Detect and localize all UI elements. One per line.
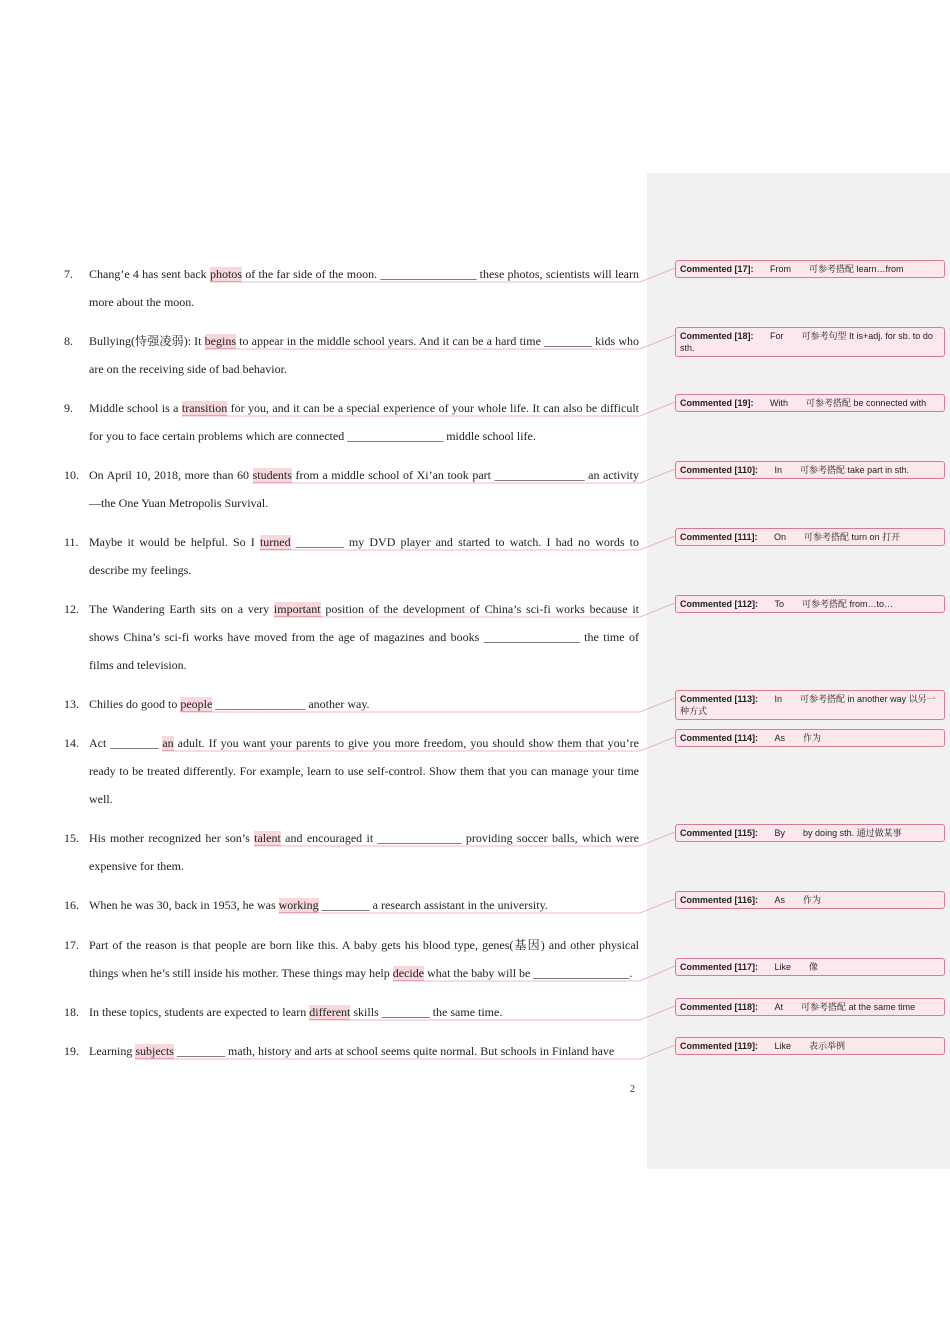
comment-balloon[interactable]: [675, 528, 945, 546]
item-text: [89, 729, 639, 813]
item-text: [89, 528, 639, 584]
highlighted-word[interactable]: an: [162, 736, 174, 750]
highlighted-word[interactable]: subjects: [135, 1044, 174, 1058]
exercise-item: [64, 690, 639, 718]
item-number: 11.: [64, 535, 79, 549]
comment-balloon[interactable]: [675, 958, 945, 976]
item-number: 18.: [64, 1005, 79, 1019]
highlighted-word[interactable]: different: [309, 1005, 351, 1019]
item-text-after: position of the development of China’s sci-fi works because it shows China’s sci-fi works have moved from the age of magazines and books ________________ the time of films and television.: [89, 602, 639, 672]
exercise-item: [64, 260, 639, 316]
item-text-after: adult. If you want your parents to give you more freedom, you should show them that you’re ready to be treated differently. For example, learn to use self-control. Show them that you can manage your time well.: [89, 736, 639, 806]
item-text-after: skills ________ the same time.: [350, 1005, 503, 1019]
item-text-before: On April 10, 2018, more than 60: [89, 468, 253, 482]
item-text-before: In these topics, students are expected to learn: [89, 1005, 310, 1019]
item-number: 9.: [64, 401, 73, 415]
item-text: [89, 595, 639, 679]
comment-text: From 可参考搭配 learn…from: [770, 264, 904, 274]
highlighted-word[interactable]: begins: [204, 334, 236, 348]
highlighted-word[interactable]: turned: [259, 535, 291, 549]
item-text-after: ________ my DVD player and started to watch. I had no words to describe my feelings.: [89, 535, 639, 577]
comment-label: Commented [117]:: [680, 962, 759, 972]
item-text-after: _______________ another way.: [212, 697, 370, 711]
item-text-after: for you, and it can be a special experience of your whole life. It can also be difficult for you to face certain problems which are connected ________________ middle school life.: [89, 401, 640, 443]
item-number: 10.: [64, 468, 79, 482]
highlighted-word[interactable]: transition: [181, 401, 228, 415]
item-text-before: Part of the reason is that people are born like this. A baby gets his blood type, genes(基因) and other physical things when he’s still inside his mother. These things may help: [89, 938, 639, 980]
item-number: 13.: [64, 697, 79, 711]
item-text-before: When he was 30, back in 1953, he was: [89, 898, 279, 912]
exercise-item: [64, 461, 639, 517]
comment-text: To 可参考搭配 from…to…: [774, 599, 894, 609]
comment-text: Like 像: [774, 962, 819, 972]
item-text: [89, 998, 639, 1026]
exercise-item: [64, 824, 639, 880]
comment-text: Like 表示举例: [774, 1041, 846, 1051]
comment-label: Commented [118]:: [680, 1002, 759, 1012]
item-text: [89, 461, 639, 517]
item-text: [89, 327, 639, 383]
comment-label: Commented [112]:: [680, 599, 759, 609]
highlighted-word[interactable]: decide: [392, 966, 425, 980]
item-text-after: ________ a research assistant in the university.: [318, 898, 548, 912]
exercise-item: [64, 931, 639, 987]
page-number: 2: [630, 1084, 635, 1095]
comment-label: Commented [111]:: [680, 532, 758, 542]
highlighted-word[interactable]: photos: [209, 267, 242, 281]
item-text-before: Learning: [89, 1044, 136, 1058]
comment-label: Commented [114]:: [680, 733, 759, 743]
item-number: 12.: [64, 602, 79, 616]
comment-label: Commented [119]:: [680, 1041, 759, 1051]
exercise-item: [64, 891, 639, 919]
item-text-before: Act ________: [89, 736, 163, 750]
comment-text: In 可参考搭配 in another way 以另一种方式: [680, 694, 936, 716]
exercise-item: [64, 998, 639, 1026]
comment-balloon[interactable]: [675, 729, 945, 747]
exercise-item: [64, 729, 639, 813]
highlighted-word[interactable]: important: [273, 602, 321, 616]
comment-label: Commented [116]:: [680, 895, 759, 905]
comment-text: By by doing sth. 通过做某事: [774, 828, 902, 838]
exercise-item: [64, 1037, 639, 1065]
exercise-item: [64, 327, 639, 383]
item-text: [89, 1037, 639, 1065]
item-text-after: what the baby will be ________________.: [424, 966, 633, 980]
item-text: [89, 690, 639, 718]
exercise-item: [64, 394, 639, 450]
item-text-after: and encouraged it ______________ providing soccer balls, which were expensive for them.: [89, 831, 639, 873]
comment-label: Commented [115]:: [680, 828, 759, 838]
comment-text: For 可参考句型 It is+adj. for sb. to do sth.: [680, 331, 933, 353]
item-text-after: to appear in the middle school years. And it can be a hard time ________ kids who are on the receiving side of bad behavior.: [89, 334, 639, 376]
comment-text: With 可参考搭配 be connected with: [770, 398, 927, 408]
comment-balloon[interactable]: [675, 1037, 945, 1055]
comment-balloon[interactable]: [675, 690, 945, 720]
item-text-before: Maybe it would be helpful. So I: [89, 535, 260, 549]
item-text-after: from a middle school of Xi’an took part _______________ an activity—the One Yuan Metropolis Survival.: [89, 468, 640, 510]
item-text-before: His mother recognized her son’s: [89, 831, 255, 845]
exercise-item: [64, 528, 639, 584]
item-text: [89, 394, 639, 450]
item-number: 15.: [64, 831, 79, 845]
comment-balloon[interactable]: [675, 461, 945, 479]
item-number: 16.: [64, 898, 79, 912]
highlighted-word[interactable]: people: [180, 697, 213, 711]
comment-balloon[interactable]: [675, 595, 945, 613]
item-text: [89, 824, 639, 880]
item-number: 19.: [64, 1044, 79, 1058]
comment-pane: [647, 173, 950, 1169]
comment-balloon[interactable]: [675, 891, 945, 909]
item-text-after: of the far side of the moon. ________________ these photos, scientists will learn more about the moon.: [89, 267, 639, 309]
item-number: 17.: [64, 938, 79, 952]
comment-balloon[interactable]: [675, 394, 945, 412]
item-text-after: ________ math, history and arts at school seems quite normal. But schools in Finland have: [173, 1044, 615, 1058]
item-text-before: The Wandering Earth sits on a very: [89, 602, 274, 616]
comment-text: At 可参考搭配 at the same time: [774, 1002, 916, 1012]
item-text: [89, 891, 639, 919]
item-text-before: Middle school is a: [89, 401, 182, 415]
highlighted-word[interactable]: students: [252, 468, 292, 482]
highlighted-word[interactable]: talent: [254, 831, 281, 845]
item-text: [89, 260, 639, 316]
item-number: 8.: [64, 334, 73, 348]
comment-label: Commented [113]:: [680, 694, 759, 704]
exercise-item: [64, 595, 639, 679]
comment-balloon[interactable]: [675, 260, 945, 278]
item-text-before: Chang’e 4 has sent back: [89, 267, 210, 281]
highlighted-word[interactable]: working: [278, 898, 319, 912]
comment-text: As 作为: [774, 895, 822, 905]
item-text-before: Bullying(恃强凌弱): It: [89, 334, 205, 348]
comment-label: Commented [17]:: [680, 264, 754, 274]
item-text: [89, 931, 639, 987]
comment-label: Commented [19]:: [680, 398, 754, 408]
comment-balloon[interactable]: [675, 824, 945, 842]
comment-balloon[interactable]: [675, 327, 945, 357]
item-text-before: Chilies do good to: [89, 697, 181, 711]
comment-balloon[interactable]: [675, 998, 945, 1016]
comment-text: In 可参考搭配 take part in sth.: [774, 465, 910, 475]
comment-text: On 可参考搭配 turn on 打开: [774, 532, 901, 542]
comment-label: Commented [18]:: [680, 331, 754, 341]
item-number: 7.: [64, 267, 73, 281]
comment-text: As 作为: [774, 733, 822, 743]
item-number: 14.: [64, 736, 79, 750]
comment-label: Commented [110]:: [680, 465, 759, 475]
